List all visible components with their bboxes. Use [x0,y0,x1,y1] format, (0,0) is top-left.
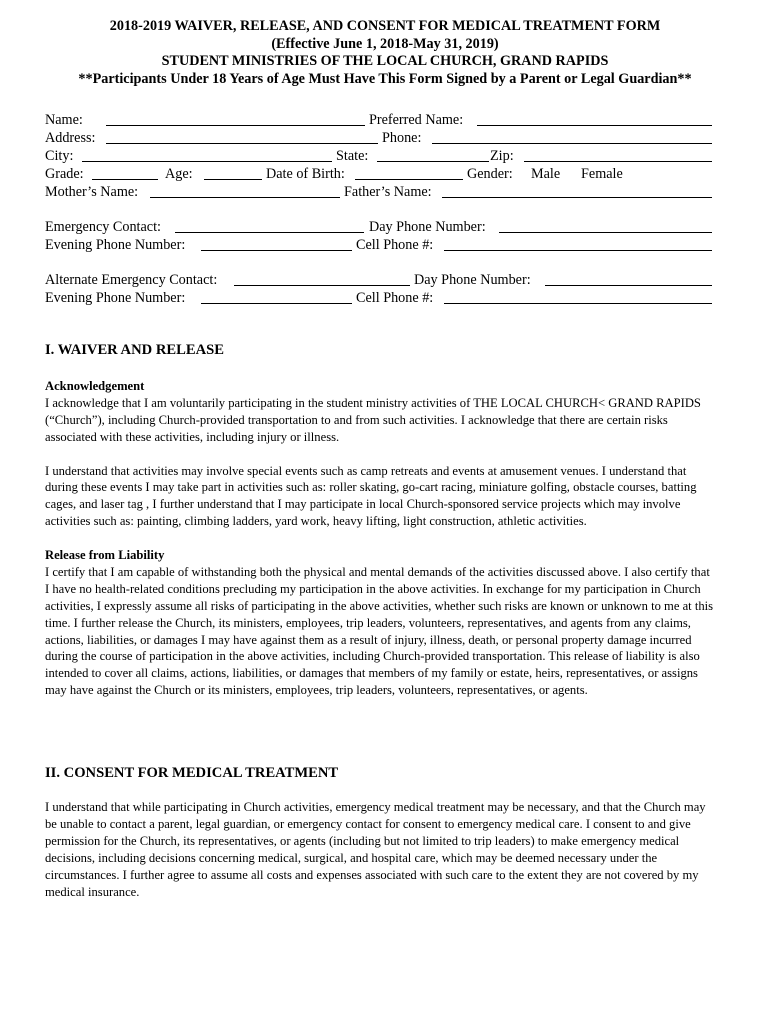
gender-label: Gender: [467,166,513,182]
age-field[interactable] [204,179,262,180]
city-field[interactable] [82,161,332,162]
participant-info-fields [45,111,715,307]
address-label: Address: [45,130,96,146]
grade-field[interactable] [92,179,158,180]
alt-cell-phone-label: Cell Phone #: [356,290,434,306]
preferred-name-field[interactable] [477,125,712,126]
preferred-name-label: Preferred Name: [369,112,464,128]
row-address [45,129,715,147]
city-label: City: [45,148,74,164]
dob-label: Date of Birth: [266,166,345,182]
acknowledgement-text: I acknowledge that I am voluntarily participating in the student ministry activities of THE LOCAL CHURCH< GRAND RAPIDS (“Church”), including Church-provided transportation to and from such activities. I acknowledge that there are certain risks associated with these activities, including injury or illness. [45,395,701,444]
waiver-section-body [45,378,717,716]
address-field[interactable] [106,143,378,144]
cell-phone-label: Cell Phone #: [356,237,434,253]
row-alt-evening-phone [45,289,715,307]
acknowledgement-heading: Acknowledgement [45,379,145,393]
release-heading: Release from Liability [45,548,165,563]
gender-male-option[interactable]: Male [531,166,561,182]
zip-field[interactable] [524,161,712,162]
state-label: State: [336,148,369,164]
emergency-contact-field[interactable] [175,232,364,233]
father-name-field[interactable] [442,197,712,198]
alt-emergency-contact-label: Alternate Emergency Contact: [45,272,218,288]
form-header [0,18,770,88]
organization-name: STUDENT MINISTRIES OF THE LOCAL CHURCH, GRAND RAPIDS [161,53,609,69]
phone-field[interactable] [432,143,712,144]
phone-label: Phone: [382,130,422,146]
row-grade [45,165,715,183]
alt-day-phone-label: Day Phone Number: [414,272,531,288]
section-waiver-heading: I. WAIVER AND RELEASE [45,342,224,358]
mother-name-label: Mother’s Name: [45,184,139,200]
zip-label: Zip: [490,148,514,164]
activities-text: I understand that activities may involve special events such as camp retreats and events at amusement venues. I understand that during these events I may take part in activities such as: roller skating, go-cart racing, miniature golfing, obstacle courses, batting cages, and laser tag , I further understand that I may participate in local Church-sponsored service projects which may involve activities such as: painting, climbing ladders, yard work, heavy lifting, light construction, athletic activities. [45,463,697,529]
name-field[interactable] [106,125,365,126]
alt-evening-phone-label: Evening Phone Number: [45,290,186,306]
evening-phone-label: Evening Phone Number: [45,237,186,253]
state-field[interactable] [377,161,489,162]
row-evening-phone [45,236,715,254]
alt-evening-phone-field[interactable] [201,303,352,304]
day-phone-field[interactable] [499,232,712,233]
day-phone-label: Day Phone Number: [369,219,486,235]
alt-day-phone-field[interactable] [545,285,712,286]
medical-section-body [45,799,717,917]
emergency-contact-label: Emergency Contact: [45,219,161,235]
grade-label: Grade: [45,166,84,182]
dob-field[interactable] [355,179,463,180]
alt-cell-phone-field[interactable] [444,303,712,304]
effective-dates: (Effective June 1, 2018-May 31, 2019) [271,35,499,52]
row-name [45,111,715,129]
row-parents [45,183,715,201]
row-city [45,147,715,165]
guardian-notice: **Participants Under 18 Years of Age Must Have This Form Signed by a Parent or Legal Guardian** [78,70,692,87]
cell-phone-field[interactable] [444,250,712,251]
section-medical-heading: II. CONSENT FOR MEDICAL TREATMENT [45,765,339,781]
evening-phone-field[interactable] [201,250,352,251]
release-text: I certify that I am capable of withstanding both the physical and mental demands of the activities discussed above. I also certify that I have no health-related conditions precluding my participation in the above activities. In exchange for my participation in Church activities, I expressly assume all risks of participating in the above activities, whether such risks are known or unknown to me at this time. I further release the Church, its ministers, employees, trip leaders, volunteers, representatives, and agents from any claims, actions, liabilities, or damages I may have against them as a result of injury, illness, death, or personal property damage incurred during the course of participation in the above activities, including Church-provided transportation. This release of liability is also intended to cover all claims, actions, liabilities, or damages that members of my family or estate, heirs, representatives, or assigns may have against the Church or its ministers, employees, trip leaders, volunteers, representatives, or agents. [45,564,714,698]
age-label: Age: [165,166,193,182]
form-title: 2018-2019 WAIVER, RELEASE, AND CONSENT FOR MEDICAL TREATMENT FORM [109,18,661,34]
row-emergency-contact [45,218,715,236]
medical-consent-text: I understand that while participating in Church activities, emergency medical treatment may be necessary, and that the Church may be unable to contact a parent, legal guardian, or emergency contact for consent to emergency medical care. I consent to and give permission for the Church, its representatives, or agents (including but not limited to trip leaders) to make emergency medical decisions, including decisions concerning medical, surgical, and hospital care, which may be deemed necessary under the circumstances. I further agree to assume all costs and expenses associated with such care to the extent they are not covered by my medical insurance. [45,800,706,899]
alt-emergency-contact-field[interactable] [234,285,410,286]
row-alt-emergency-contact [45,271,715,289]
gender-female-option[interactable]: Female [581,166,623,182]
mother-name-field[interactable] [150,197,340,198]
name-label: Name: [45,112,83,128]
father-name-label: Father’s Name: [344,184,432,200]
